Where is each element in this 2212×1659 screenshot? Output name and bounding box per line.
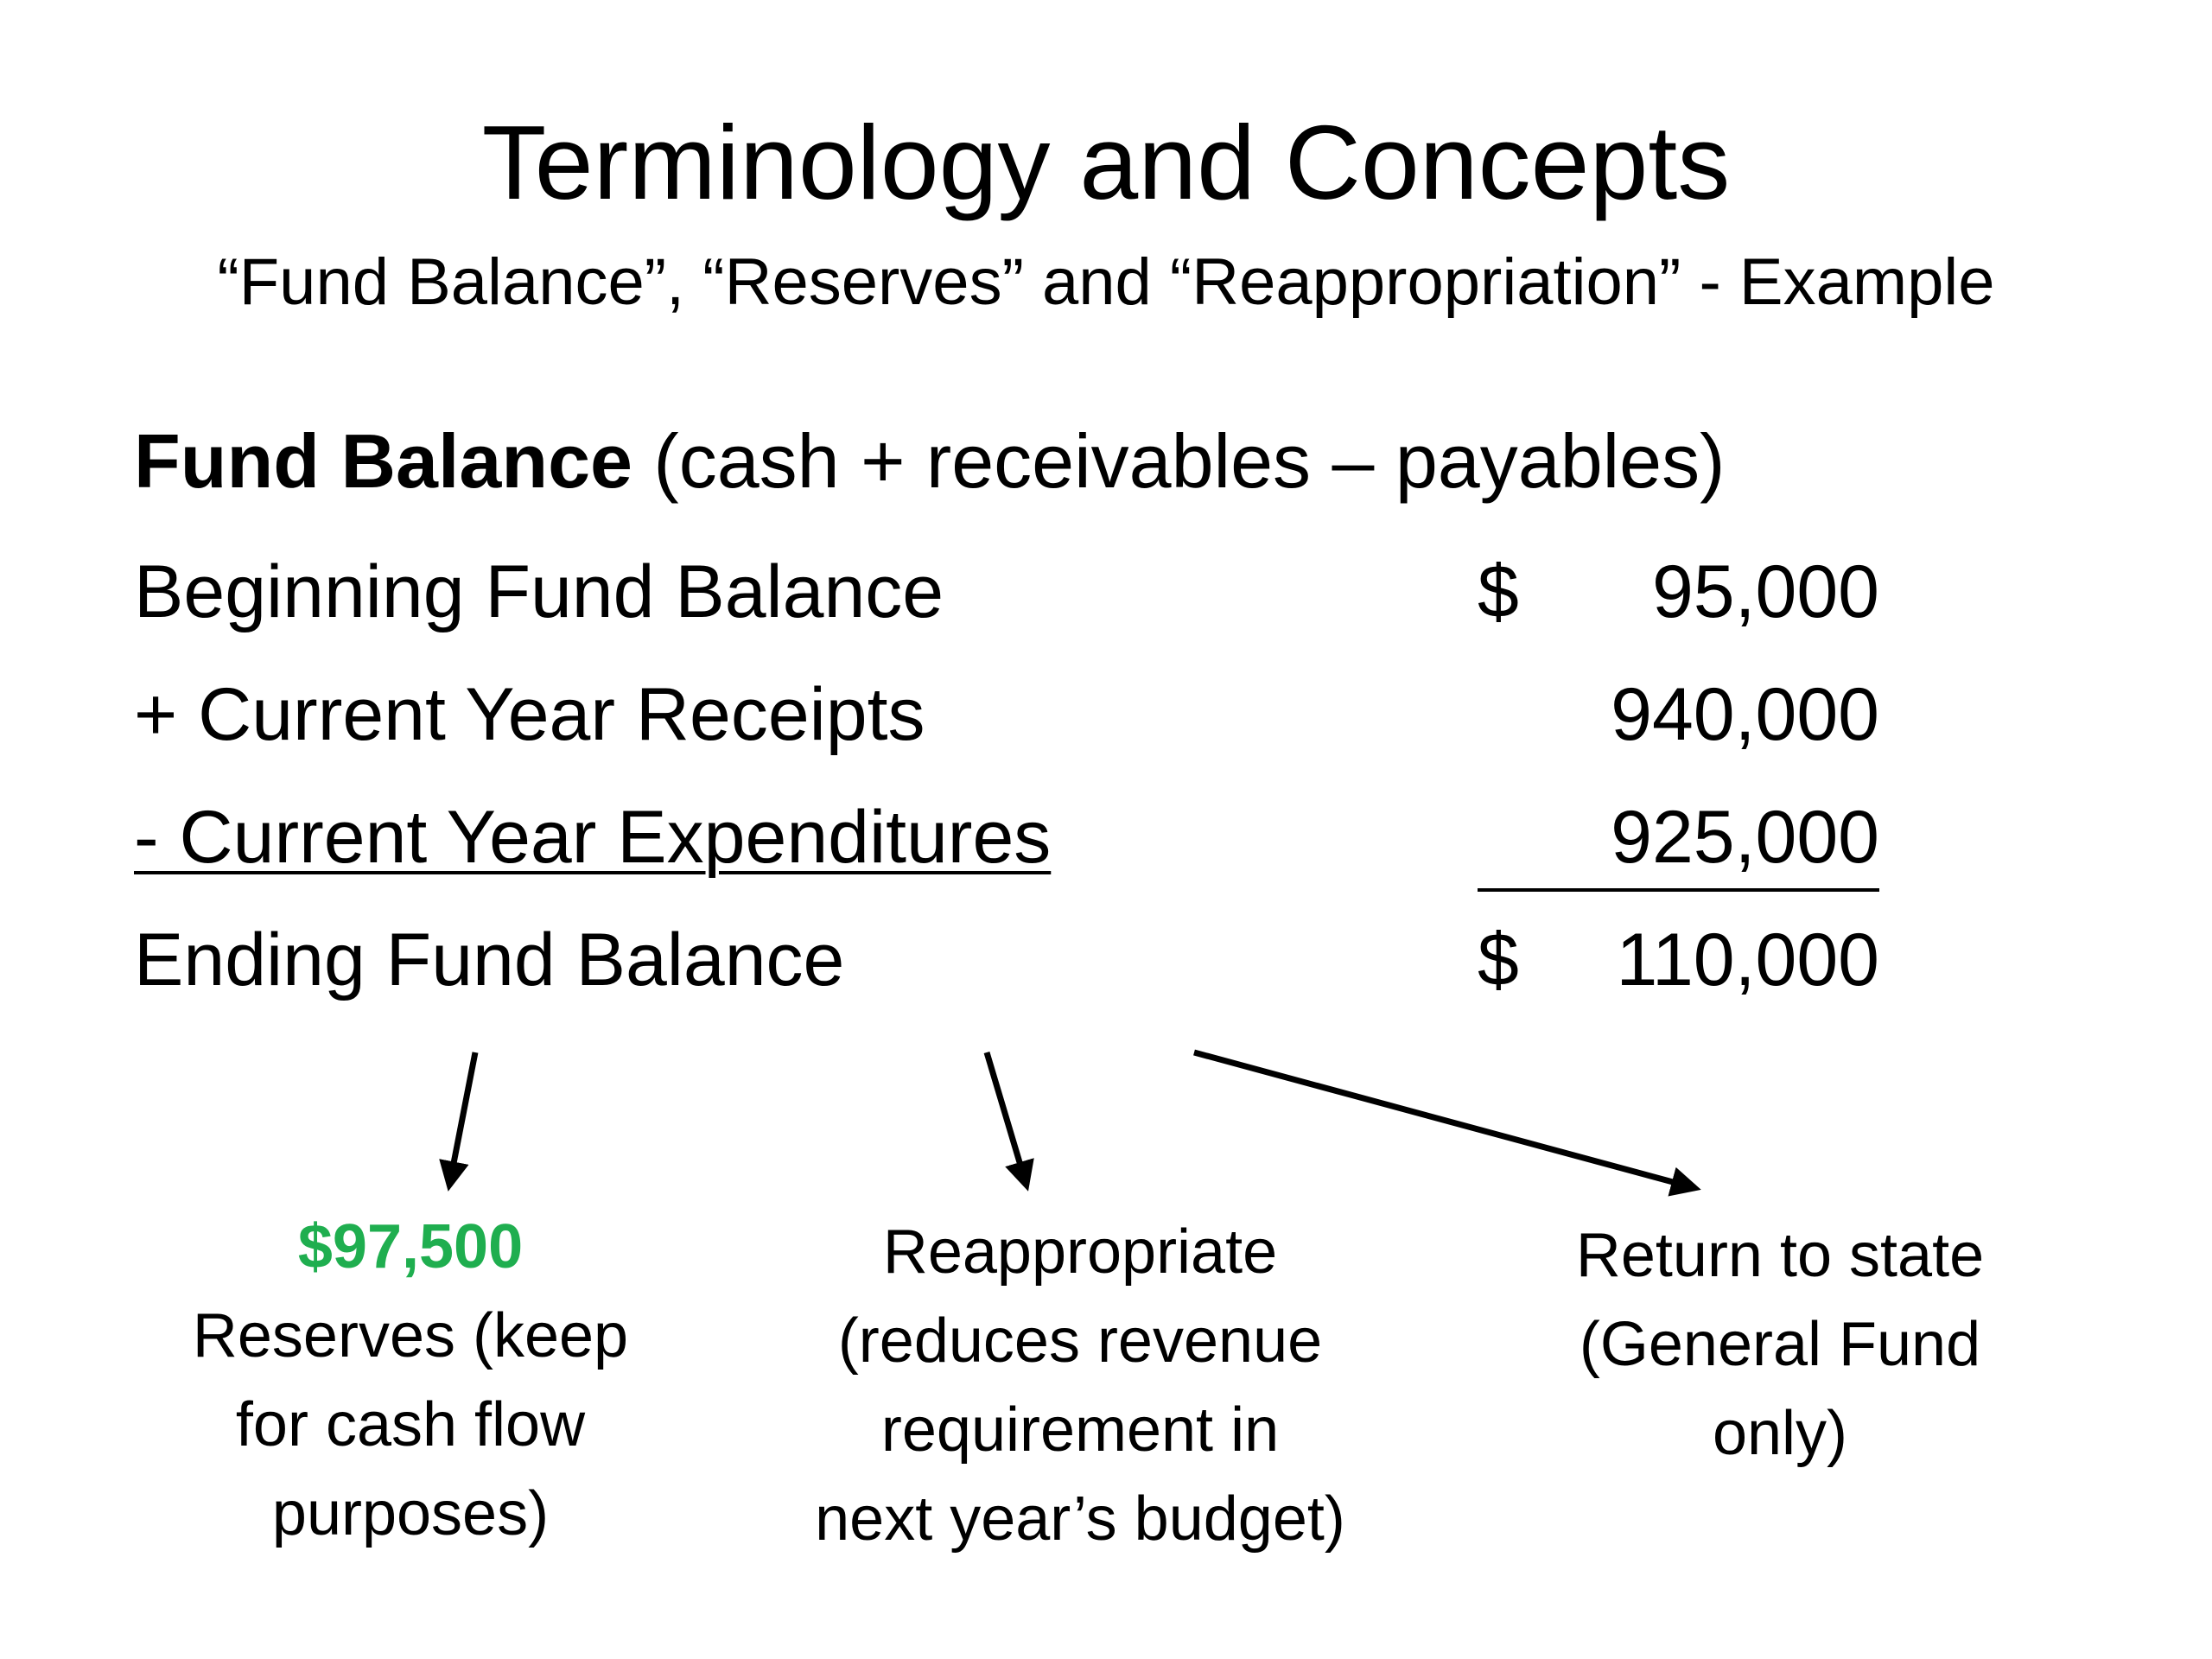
- reserves-text-line: Reserves (keep: [192, 1301, 629, 1370]
- reappropriate-text-line: next year’s budget): [815, 1484, 1345, 1554]
- reserves-amount: $97,500: [297, 1212, 524, 1281]
- row-label: + Current Year Receipts: [134, 673, 925, 756]
- row-amount: 95,000: [1651, 550, 1879, 633]
- slide-subtitle: “Fund Balance”, “Reserves” and “Reappropriation” - Example: [217, 245, 1995, 319]
- fund-balance-heading-bold: Fund Balance: [134, 418, 632, 504]
- row-amount: 925,000: [1611, 796, 1879, 879]
- reappropriate-text-line: (reduces revenue: [837, 1306, 1323, 1376]
- arrow-to-return-to-state: [1194, 1052, 1695, 1188]
- current-year-expenditures-row: [134, 790, 1879, 885]
- subtotal-rule: [1478, 888, 1879, 892]
- fund-balance-heading: [134, 416, 1725, 506]
- current-year-receipts-row: [134, 667, 1879, 762]
- row-label: Ending Fund Balance: [134, 918, 845, 1001]
- row-label: Beginning Fund Balance: [134, 550, 944, 633]
- reappropriate-text-line: Reappropriate: [882, 1217, 1278, 1287]
- reserves-text-line: purposes): [271, 1479, 550, 1548]
- row-amount: 110,000: [1616, 918, 1879, 1001]
- fund-balance-heading-note: (cash + receivables – payables): [632, 418, 1726, 504]
- return-to-state-text-line: only): [1712, 1399, 1848, 1468]
- row-label: - Current Year Expenditures: [134, 796, 1052, 879]
- return-to-state-text-line: Return to state: [1575, 1221, 1985, 1290]
- dollar-sign: $: [1478, 918, 1519, 1001]
- slide-title: Terminology and Concepts: [481, 104, 1731, 221]
- dollar-sign: $: [1478, 550, 1519, 633]
- return-to-state-text-line: (General Fund: [1579, 1310, 1981, 1379]
- arrow-to-reserves: [449, 1052, 475, 1185]
- reappropriate-box: [778, 1208, 1382, 1564]
- reserves-box: [151, 1203, 670, 1559]
- beginning-fund-balance-row: [134, 544, 1879, 639]
- arrow-to-reappropriate: [987, 1052, 1027, 1185]
- row-amount: 940,000: [1611, 673, 1879, 756]
- reserves-text-line: for cash flow: [235, 1390, 586, 1459]
- reappropriate-text-line: requirement in: [880, 1395, 1280, 1465]
- return-to-state-box: [1503, 1211, 2056, 1478]
- ending-fund-balance-row: [134, 912, 1879, 1007]
